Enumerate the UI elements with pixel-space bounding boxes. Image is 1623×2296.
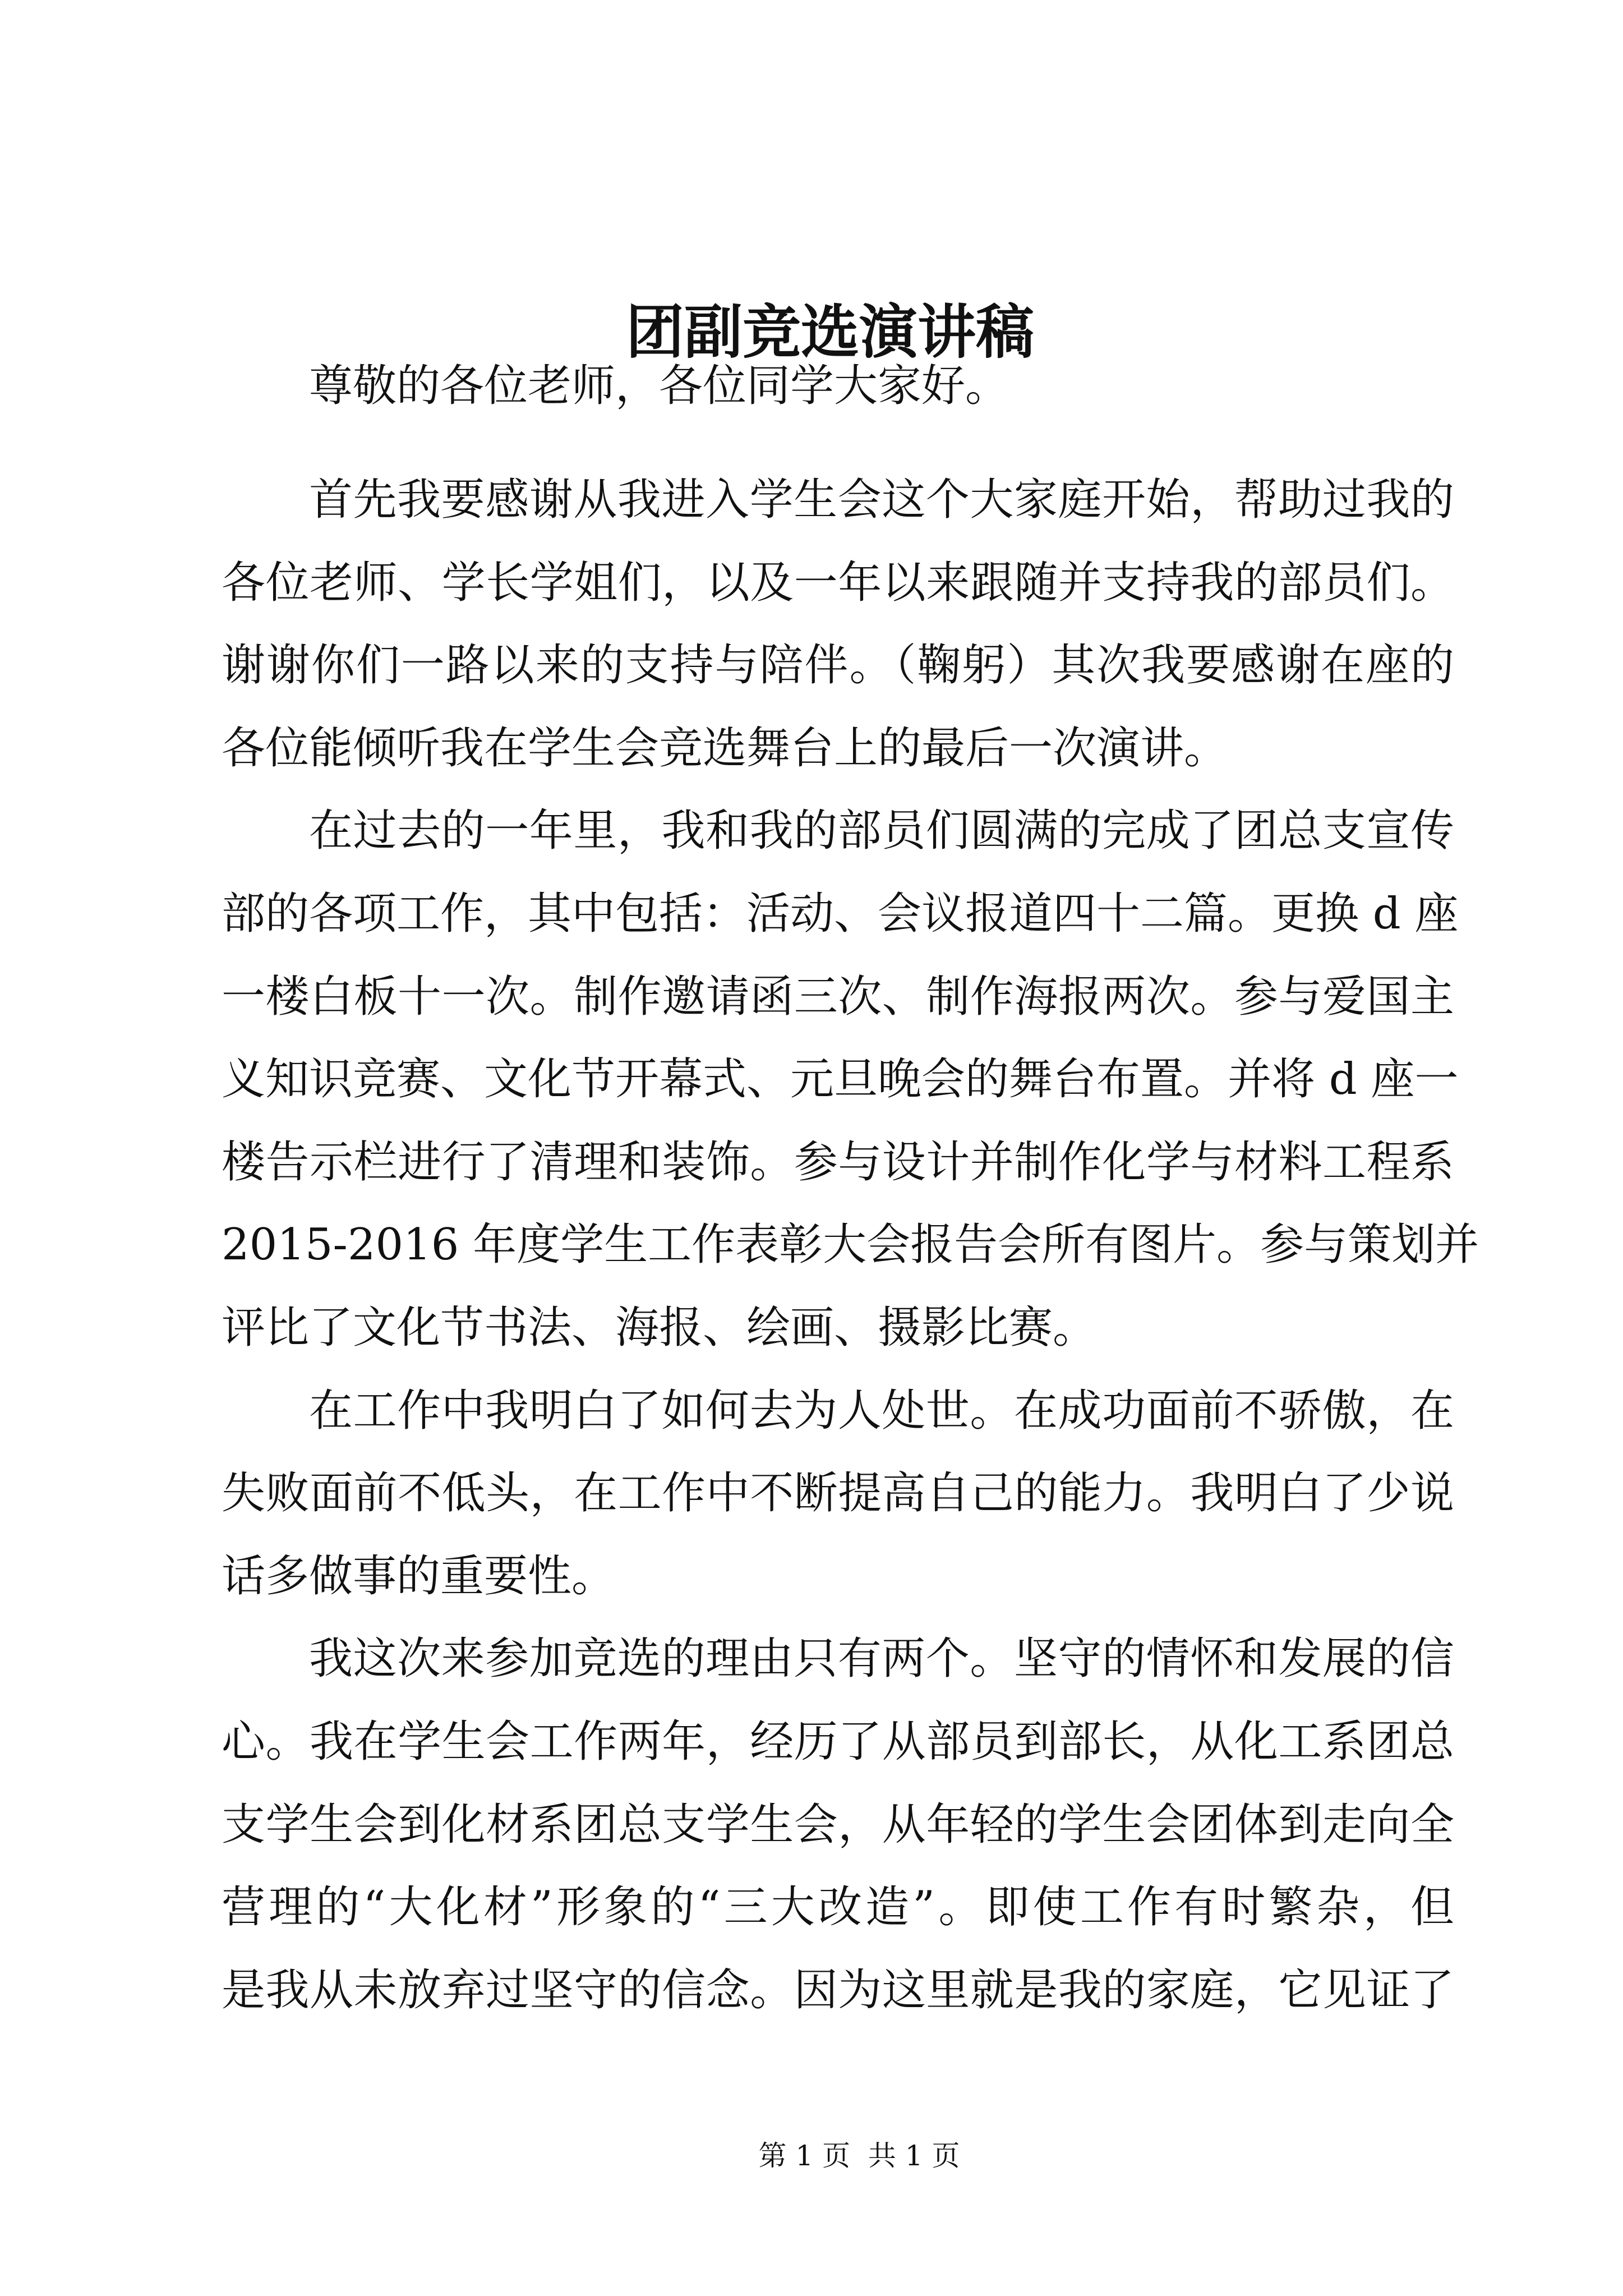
paragraph-line: 我这次来参加竞选的理由只有两个。坚守的情怀和发展的信 bbox=[309, 1634, 1454, 1685]
paragraph-line: 各位能倾听我在学生会竞选舞台上的最后一次演讲。 bbox=[222, 723, 1228, 774]
paragraph-thanks bbox=[222, 459, 1454, 790]
paragraph-line: 支学生会到化材系团总支学生会，从年轻的学生会团体到走向全 bbox=[222, 1799, 1454, 1850]
paragraph-greeting bbox=[222, 345, 1454, 428]
document-body bbox=[222, 459, 1479, 2032]
paragraph-line: 心。我在学生会工作两年，经历了从部员到部长，从化工系团总 bbox=[222, 1716, 1454, 1767]
paragraph-line: 在工作中我明白了如何去为人处世。在成功面前不骄傲，在 bbox=[309, 1385, 1454, 1436]
paragraph-line: 尊敬的各位老师，各位同学大家好。 bbox=[309, 361, 1009, 411]
paragraph-achievements bbox=[222, 790, 1479, 1369]
paragraph-line: 营理的“大化材”形象的“三大改造”。即使工作有时繁杂，但 bbox=[222, 1882, 1454, 1933]
document-title: 团副竞选演讲稿 bbox=[625, 297, 1034, 366]
paragraph-line: 各位老师、学长学姐们，以及一年以来跟随并支持我的部员们。 bbox=[222, 557, 1454, 608]
paragraph-line: 失败面前不低头，在工作中不断提高自己的能力。我明白了少说 bbox=[222, 1468, 1454, 1519]
paragraph-line: 楼告示栏进行了清理和装饰。参与设计并制作化学与材料工程系 bbox=[222, 1137, 1454, 1188]
paragraph-line: 谢谢你们一路以来的支持与陪伴。（鞠躬）其次我要感谢在座的 bbox=[222, 640, 1454, 691]
paragraph-line: 首先我要感谢从我进入学生会这个大家庭开始，帮助过我的 bbox=[309, 475, 1454, 525]
paragraph-line: 话多做事的重要性。 bbox=[222, 1550, 616, 1602]
paragraph-line: 一楼白板十一次。制作邀请函三次、制作海报两次。参与爱国主 bbox=[222, 971, 1454, 1022]
paragraph-line: 部的各项工作，其中包括：活动、会议报道四十二篇。更换 d 座 bbox=[222, 888, 1459, 939]
paragraph-reasons bbox=[222, 1618, 1454, 2032]
paragraph-line: 在过去的一年里，我和我的部员们圆满的完成了团总支宣传 bbox=[309, 806, 1454, 857]
paragraph-line: 是我从未放弃过坚守的信念。因为这里就是我的家庭，它见证了 bbox=[222, 1964, 1454, 2016]
paragraph-line: 2015-2016 年度学生工作表彰大会报告会所有图片。参与策划并 bbox=[222, 1220, 1479, 1271]
paragraph-lessons bbox=[222, 1370, 1454, 1618]
paragraph-line: 义知识竞赛、文化节开幕式、元旦晚会的舞台布置。并将 d 座一 bbox=[222, 1054, 1459, 1105]
paragraph-line: 评比了文化节书法、海报、绘画、摄影比赛。 bbox=[222, 1302, 1097, 1353]
page-number-footer: 第 1 页 共 1 页 bbox=[758, 2139, 960, 2172]
